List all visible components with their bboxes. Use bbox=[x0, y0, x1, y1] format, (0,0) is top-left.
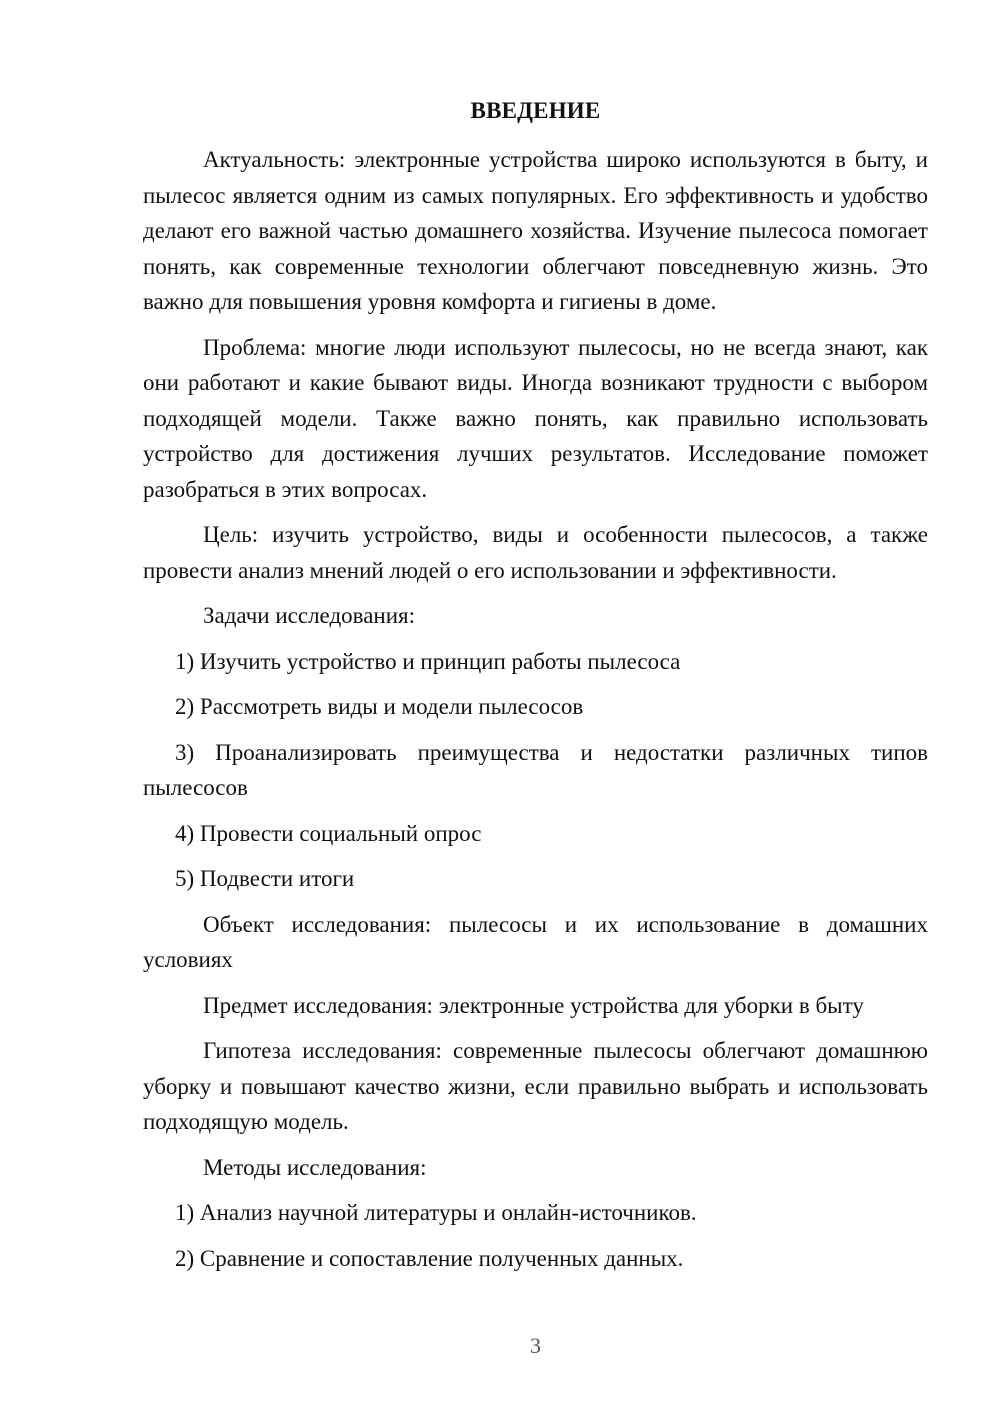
task-item-3: 3) Проанализировать преимущества и недостатки различных типов пылесосов bbox=[143, 739, 928, 800]
paragraph-tasks-heading: Задачи исследования: bbox=[203, 603, 416, 628]
task-item-2: 2) Рассмотреть виды и модели пылесосов bbox=[175, 694, 584, 719]
paragraph-hypothesis: Гипотеза исследования: современные пылесосы облегчают домашнюю уборку и повышают качество жизни, если правильно выбрать и использовать подходящую модель. bbox=[143, 1038, 928, 1134]
paragraph-object: Объект исследования: пылесосы и их использование в домашних условиях bbox=[143, 911, 928, 972]
section-title: ВВЕДЕНИЕ bbox=[470, 98, 601, 123]
page-number: 3 bbox=[530, 1333, 541, 1358]
task-item-1: 1) Изучить устройство и принцип работы пылесоса bbox=[175, 648, 681, 674]
document-page bbox=[143, 0, 928, 1414]
paragraph-methods-heading: Методы исследования: bbox=[203, 1154, 427, 1180]
task-item-5: 5) Подвести итоги bbox=[175, 866, 355, 891]
method-item-1: 1) Анализ научной литературы и онлайн-источников. bbox=[175, 1200, 697, 1225]
method-item-2: 2) Сравнение и сопоставление полученных данных. bbox=[175, 1245, 684, 1271]
paragraph-goal: Цель: изучить устройство, виды и особенности пылесосов, а также провести анализ мнений людей о его использовании и эффективности. bbox=[143, 522, 928, 583]
task-item-4: 4) Провести социальный опрос bbox=[175, 820, 482, 846]
paragraph-relevance: Актуальность: электронные устройства широко используются в быту, и пылесос является одним из самых популярных. Его эффективность и удобство делают его важной частью домашнего хозяйства. Изучение пылесоса помогает понять, как современные технологии облегчают повседневную жизнь. Это важно для повышения уровня комфорта и гигиены в доме. bbox=[143, 147, 928, 314]
paragraph-problem: Проблема: многие люди используют пылесосы, но не всегда знают, как они работают и какие бывают виды. Иногда возникают трудности с выбором подходящей модели. Также важно понять, как правильно использовать устройство для достижения лучших результатов. Исследование поможет разобраться в этих вопросах. bbox=[143, 334, 928, 502]
document-body bbox=[143, 142, 928, 1286]
paragraph-subject: Предмет исследования: электронные устройства для уборки в быту bbox=[203, 992, 864, 1018]
